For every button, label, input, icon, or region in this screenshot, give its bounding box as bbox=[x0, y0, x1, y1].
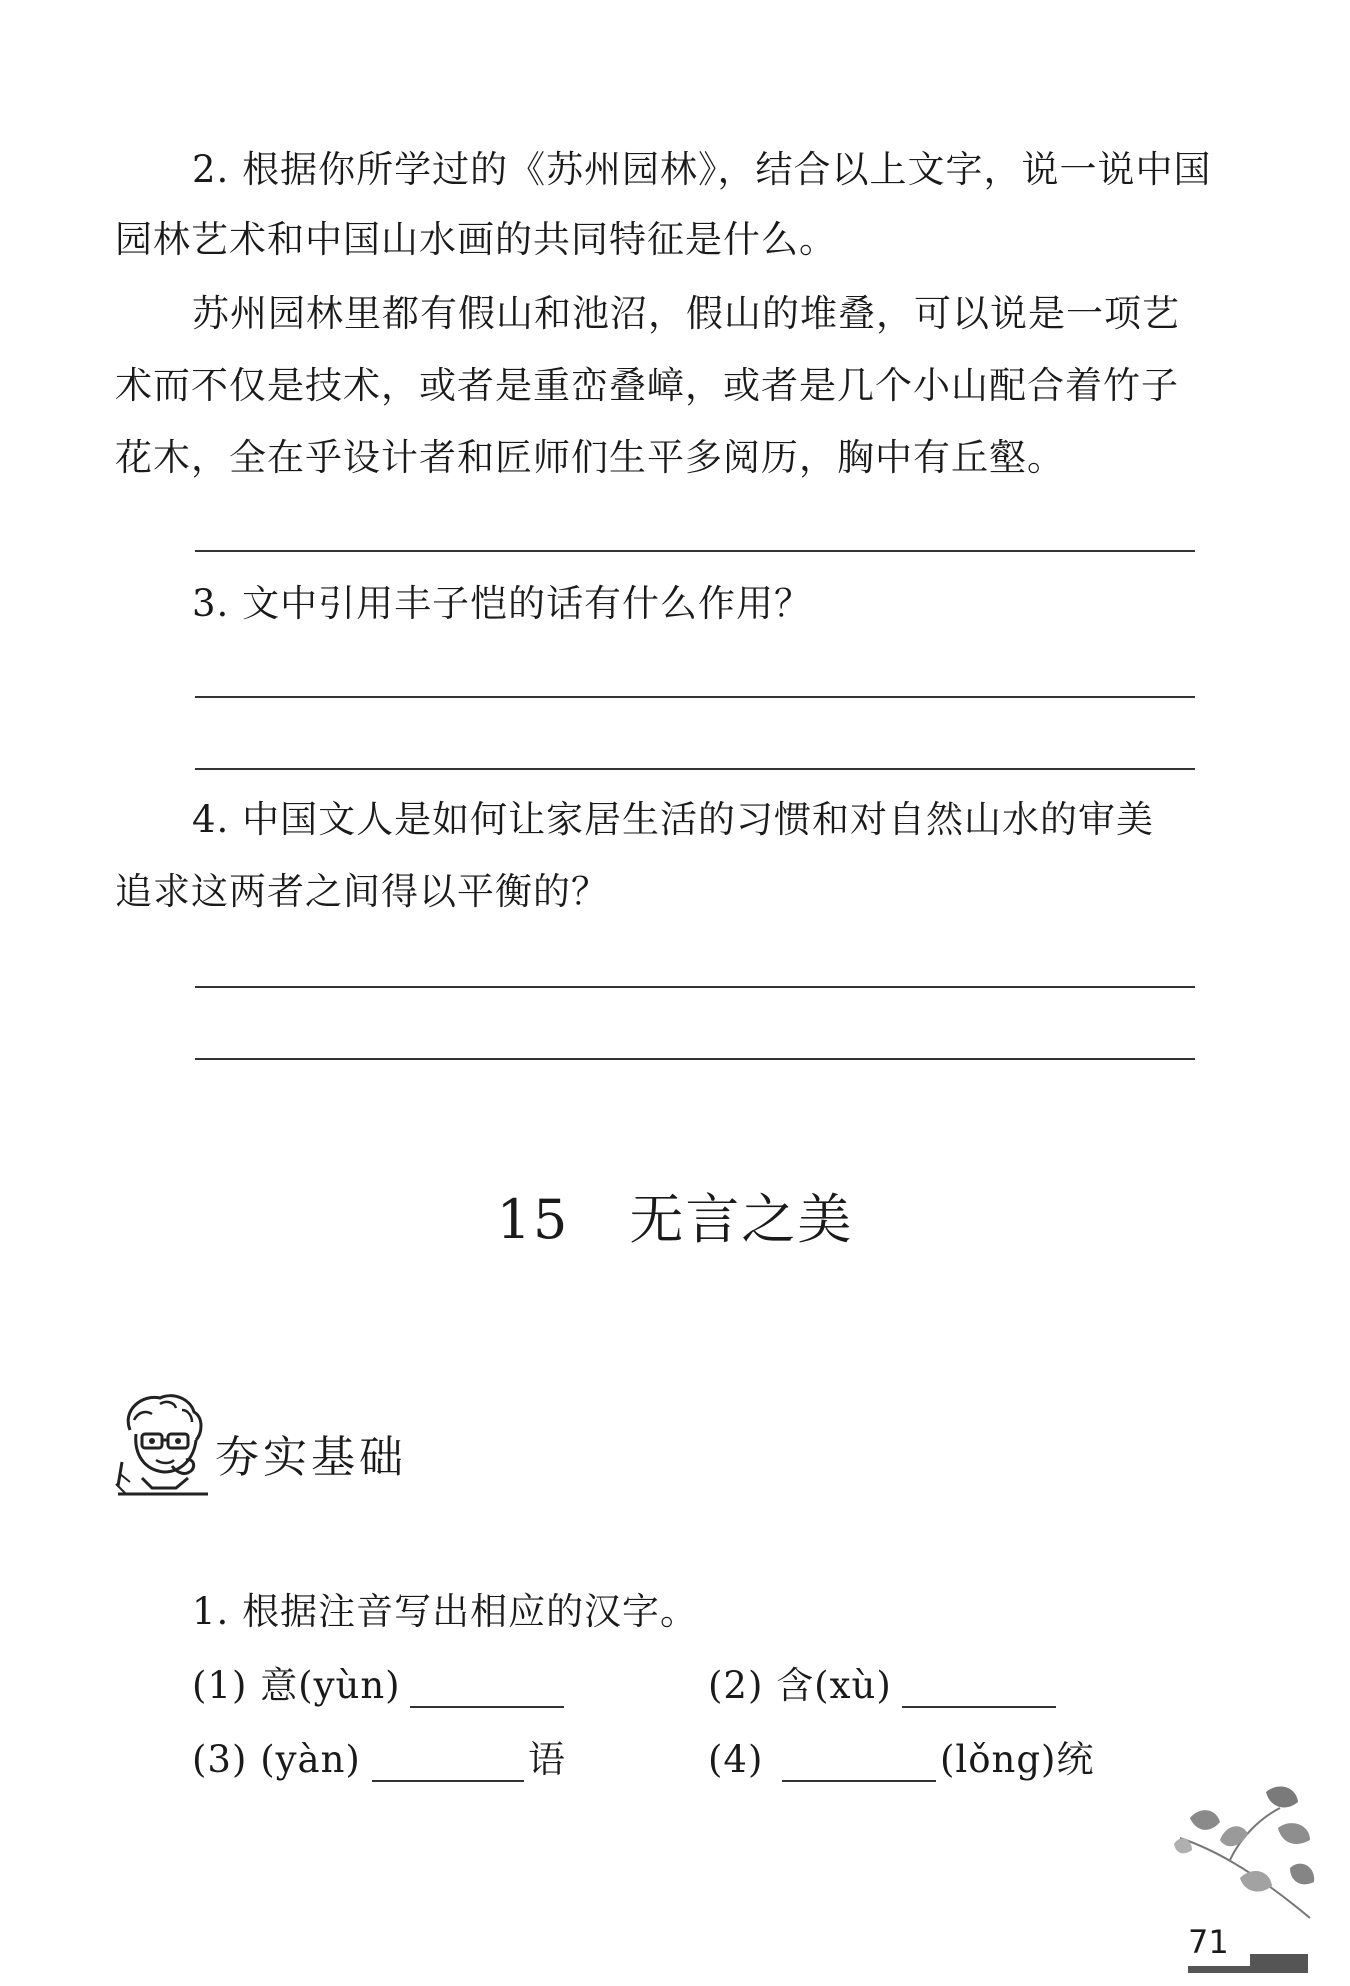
section-header: 夯实基础 bbox=[215, 1432, 407, 1483]
student-cartoon-icon bbox=[112, 1390, 212, 1500]
ex1-item-2-before: 含(xù) bbox=[776, 1664, 892, 1707]
ex1-item-3-before: (yàn) bbox=[260, 1738, 361, 1781]
ex1-item-4 bbox=[708, 1736, 763, 1784]
q2-line-1: 2. 根据你所学过的《苏州园林》，结合以上文字，说一说中国 bbox=[192, 148, 1212, 191]
ex1-item-3 bbox=[192, 1736, 361, 1784]
ex1-item-3-blank[interactable] bbox=[372, 1780, 524, 1782]
ex1-item-1-number: (1) bbox=[192, 1664, 248, 1707]
q4-line-2: 追求这两者之间得以平衡的？ bbox=[115, 870, 609, 913]
ex1-item-1-before: 意(yùn) bbox=[260, 1664, 401, 1707]
q2-passage-line-3: 花木，全在乎设计者和匠师们生平多阅历，胸中有丘壑。 bbox=[115, 436, 1065, 479]
ex1-item-2 bbox=[708, 1662, 892, 1710]
ex1-item-2-blank[interactable] bbox=[902, 1706, 1056, 1708]
ex1-item-4-after: (lǒng)统 bbox=[940, 1738, 1095, 1781]
lesson-name: 无言之美 bbox=[629, 1188, 854, 1251]
ex1-item-3-number: (3) bbox=[192, 1738, 248, 1781]
q3-text: 3. 文中引用丰子恺的话有什么作用？ bbox=[192, 582, 813, 625]
q4-answer-line-2[interactable] bbox=[195, 1058, 1195, 1060]
ex1-item-2-number: (2) bbox=[708, 1664, 764, 1707]
q4-line-1: 4. 中国文人是如何让家居生活的习惯和对自然山水的审美 bbox=[192, 798, 1155, 841]
page-number-bar bbox=[1188, 1966, 1308, 1973]
ex1-item-4-number: (4) bbox=[708, 1738, 764, 1781]
lesson-number: 15 bbox=[496, 1188, 570, 1251]
q4-answer-line-1[interactable] bbox=[195, 986, 1195, 988]
ex1-item-4-blank[interactable] bbox=[782, 1780, 936, 1782]
ex1-item-3-after: 语 bbox=[528, 1738, 566, 1781]
ex1-item-1-blank[interactable] bbox=[410, 1706, 564, 1708]
q2-passage-line-2: 术而不仅是技术，或者是重峦叠嶂，或者是几个小山配合着竹子 bbox=[115, 364, 1179, 407]
ex1-prompt: 1. 根据注音写出相应的汉字。 bbox=[192, 1590, 699, 1633]
lesson-title bbox=[0, 1188, 1350, 1252]
page-number: 71 bbox=[1188, 1923, 1229, 1961]
q2-answer-line[interactable] bbox=[195, 550, 1195, 552]
q2-line-2: 园林艺术和中国山水画的共同特征是什么。 bbox=[115, 218, 837, 261]
leaf-decoration-icon bbox=[1170, 1778, 1320, 1928]
q3-answer-line-2[interactable] bbox=[195, 768, 1195, 770]
q2-passage-line-1: 苏州园林里都有假山和池沼，假山的堆叠，可以说是一项艺 bbox=[192, 292, 1180, 335]
ex1-item-1 bbox=[192, 1662, 401, 1710]
q3-answer-line-1[interactable] bbox=[195, 696, 1195, 698]
